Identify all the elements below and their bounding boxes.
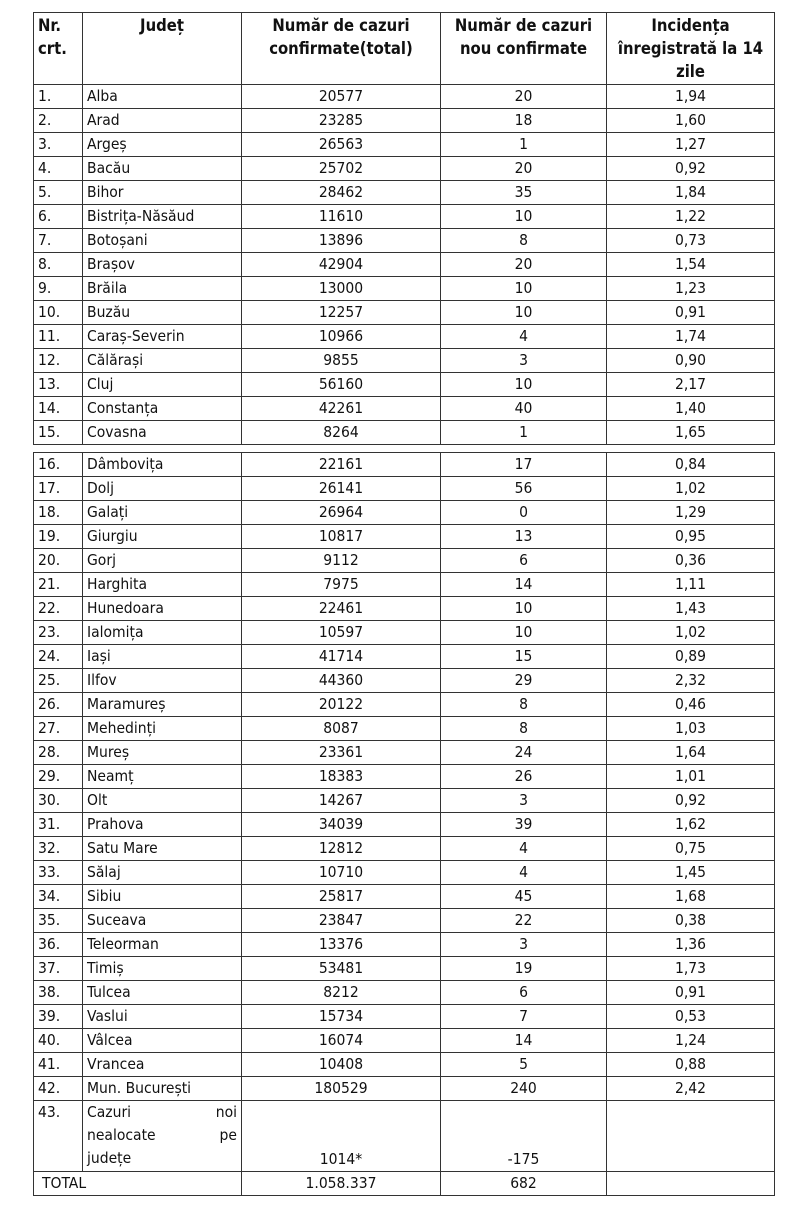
row-new-cases: -175 [441, 1101, 607, 1172]
table-row [34, 789, 775, 813]
total-label: TOTAL [34, 1172, 242, 1196]
row-incidence: 2,42 [607, 1077, 775, 1101]
row-incidence: 1,01 [607, 765, 775, 789]
table-row [34, 229, 775, 253]
row-incidence: 1,22 [607, 205, 775, 229]
row-name: Caraș-Severin [83, 325, 242, 349]
header-total-cases: Număr de cazuri confirmate(total) [242, 13, 441, 85]
row-nr: 19. [34, 525, 83, 549]
row-total-cases: 26141 [242, 477, 441, 501]
row-incidence: 0,73 [607, 229, 775, 253]
table-row [34, 477, 775, 501]
row-new-cases: 14 [441, 1029, 607, 1053]
row-name: Dolj [83, 477, 242, 501]
row-name: Mureș [83, 741, 242, 765]
row-total-cases: 13376 [242, 933, 441, 957]
row-name: Satu Mare [83, 837, 242, 861]
row-incidence: 1,36 [607, 933, 775, 957]
row-nr: 5. [34, 181, 83, 205]
row-incidence: 0,89 [607, 645, 775, 669]
table-row [34, 573, 775, 597]
row-incidence: 0,92 [607, 789, 775, 813]
row-nr: 29. [34, 765, 83, 789]
row-total-cases: 25817 [242, 885, 441, 909]
row-nr: 25. [34, 669, 83, 693]
row-total-cases: 53481 [242, 957, 441, 981]
row-nr: 8. [34, 253, 83, 277]
row-name: Vaslui [83, 1005, 242, 1029]
row-nr: 30. [34, 789, 83, 813]
row-nr: 37. [34, 957, 83, 981]
row-incidence: 1,74 [607, 325, 775, 349]
row-incidence: 1,27 [607, 133, 775, 157]
row-name: Buzău [83, 301, 242, 325]
row-incidence: 1,73 [607, 957, 775, 981]
row-incidence: 1,03 [607, 717, 775, 741]
row-incidence: 1,68 [607, 885, 775, 909]
row-nr: 42. [34, 1077, 83, 1101]
table-row [34, 549, 775, 573]
table-row [34, 645, 775, 669]
row-new-cases: 3 [441, 933, 607, 957]
row-incidence: 2,32 [607, 669, 775, 693]
row-nr: 21. [34, 573, 83, 597]
row-total-cases: 180529 [242, 1077, 441, 1101]
row-name: Dâmbovița [83, 453, 242, 477]
table-row [34, 693, 775, 717]
table-row [34, 885, 775, 909]
row-total-cases: 14267 [242, 789, 441, 813]
row-total-cases: 34039 [242, 813, 441, 837]
row-incidence: 1,24 [607, 1029, 775, 1053]
header-incidence: Incidența înregistrată la 14 zile [607, 13, 775, 85]
row-total-cases: 10710 [242, 861, 441, 885]
row-incidence: 0,84 [607, 453, 775, 477]
row-total-cases: 8087 [242, 717, 441, 741]
table-row [34, 1029, 775, 1053]
row-nr: 23. [34, 621, 83, 645]
row-total-cases: 9855 [242, 349, 441, 373]
header-judet: Județ [83, 13, 242, 85]
table-row [34, 133, 775, 157]
row-name: Ilfov [83, 669, 242, 693]
row-name: Iași [83, 645, 242, 669]
row-name: Maramureș [83, 693, 242, 717]
row-new-cases: 24 [441, 741, 607, 765]
name-line-3: județe [87, 1149, 132, 1167]
row-incidence: 0,91 [607, 301, 775, 325]
row-name: Vrancea [83, 1053, 242, 1077]
row-name: Vâlcea [83, 1029, 242, 1053]
table-row [34, 1005, 775, 1029]
row-name: Botoșani [83, 229, 242, 253]
row-incidence: 0,75 [607, 837, 775, 861]
row-new-cases: 4 [441, 837, 607, 861]
row-total-cases: 23285 [242, 109, 441, 133]
row-nr: 13. [34, 373, 83, 397]
row-nr: 3. [34, 133, 83, 157]
row-incidence [607, 1101, 775, 1172]
row-incidence: 1,43 [607, 597, 775, 621]
row-total-cases: 25702 [242, 157, 441, 181]
row-incidence: 0,90 [607, 349, 775, 373]
row-nr: 2. [34, 109, 83, 133]
row-nr: 9. [34, 277, 83, 301]
row-name: Constanța [83, 397, 242, 421]
row-total-cases: 10597 [242, 621, 441, 645]
header-nr: Nr. crt. [34, 13, 83, 85]
total-row [34, 1172, 775, 1196]
row-new-cases: 29 [441, 669, 607, 693]
table-row [34, 157, 775, 181]
row-new-cases: 10 [441, 621, 607, 645]
row-name: Brașov [83, 253, 242, 277]
table-row [34, 325, 775, 349]
row-nr: 28. [34, 741, 83, 765]
row-incidence: 0,38 [607, 909, 775, 933]
row-name [83, 1101, 242, 1172]
row-incidence: 1,45 [607, 861, 775, 885]
row-incidence: 1,11 [607, 573, 775, 597]
row-nr: 16. [34, 453, 83, 477]
row-nr: 27. [34, 717, 83, 741]
row-total-cases: 22461 [242, 597, 441, 621]
row-total-cases: 13000 [242, 277, 441, 301]
header-new-cases: Număr de cazuri nou confirmate [441, 13, 607, 85]
row-name: Bistrița-Năsăud [83, 205, 242, 229]
row-new-cases: 20 [441, 157, 607, 181]
row-nr: 10. [34, 301, 83, 325]
table-row [34, 421, 775, 445]
name-line-1: Cazuri noi [87, 1103, 237, 1121]
row-new-cases: 4 [441, 325, 607, 349]
name-line-2: nealocate pe [87, 1126, 237, 1144]
row-total-cases: 23847 [242, 909, 441, 933]
table-row [34, 525, 775, 549]
row-name: Prahova [83, 813, 242, 837]
total-cases: 1.058.337 [242, 1172, 441, 1196]
row-total-cases: 13896 [242, 229, 441, 253]
row-nr: 43. [34, 1101, 83, 1172]
row-new-cases: 5 [441, 1053, 607, 1077]
row-name: Brăila [83, 277, 242, 301]
row-new-cases: 20 [441, 253, 607, 277]
row-nr: 35. [34, 909, 83, 933]
row-new-cases: 3 [441, 349, 607, 373]
row-nr: 34. [34, 885, 83, 909]
row-incidence: 1,40 [607, 397, 775, 421]
total-incidence [607, 1172, 775, 1196]
table-row [34, 109, 775, 133]
row-name: Sibiu [83, 885, 242, 909]
row-nr: 39. [34, 1005, 83, 1029]
row-new-cases: 14 [441, 573, 607, 597]
table-row [34, 717, 775, 741]
row-new-cases: 13 [441, 525, 607, 549]
row-nr: 24. [34, 645, 83, 669]
row-name: Ialomița [83, 621, 242, 645]
row-incidence: 0,95 [607, 525, 775, 549]
table-row [34, 933, 775, 957]
row-total-cases: 20577 [242, 85, 441, 109]
row-incidence: 1,64 [607, 741, 775, 765]
row-name: Alba [83, 85, 242, 109]
row-total-cases: 56160 [242, 373, 441, 397]
row-nr: 17. [34, 477, 83, 501]
row-new-cases: 35 [441, 181, 607, 205]
row-nr: 33. [34, 861, 83, 885]
row-nr: 41. [34, 1053, 83, 1077]
row-new-cases: 19 [441, 957, 607, 981]
row-total-cases: 10966 [242, 325, 441, 349]
table-row [34, 813, 775, 837]
row-nr: 14. [34, 397, 83, 421]
row-total-cases: 12812 [242, 837, 441, 861]
row-name: Gorj [83, 549, 242, 573]
row-name: Neamț [83, 765, 242, 789]
row-new-cases: 22 [441, 909, 607, 933]
table-row [34, 621, 775, 645]
row-name: Cluj [83, 373, 242, 397]
table-row [34, 205, 775, 229]
row-total-cases: 42904 [242, 253, 441, 277]
row-incidence: 0,92 [607, 157, 775, 181]
row-nr: 7. [34, 229, 83, 253]
row-new-cases: 6 [441, 549, 607, 573]
row-new-cases: 8 [441, 717, 607, 741]
row-name: Suceava [83, 909, 242, 933]
row-nr: 32. [34, 837, 83, 861]
header-row [34, 13, 775, 85]
row-total-cases: 23361 [242, 741, 441, 765]
row-name: Covasna [83, 421, 242, 445]
row-incidence: 1,29 [607, 501, 775, 525]
row-incidence: 1,94 [607, 85, 775, 109]
row-name: Bihor [83, 181, 242, 205]
table-row [34, 1077, 775, 1101]
row-incidence: 1,65 [607, 421, 775, 445]
table-row [34, 373, 775, 397]
row-name: Olt [83, 789, 242, 813]
row-total-cases: 20122 [242, 693, 441, 717]
covid-table-part2 [33, 452, 775, 1196]
table-row [34, 253, 775, 277]
row-incidence: 1,54 [607, 253, 775, 277]
row-incidence: 2,17 [607, 373, 775, 397]
row-new-cases: 10 [441, 597, 607, 621]
row-total-cases: 22161 [242, 453, 441, 477]
row-nr: 36. [34, 933, 83, 957]
row-total-cases: 26964 [242, 501, 441, 525]
row-new-cases: 20 [441, 85, 607, 109]
table-row [34, 909, 775, 933]
row-nr: 40. [34, 1029, 83, 1053]
row-name: Mun. București [83, 1077, 242, 1101]
row-incidence: 0,46 [607, 693, 775, 717]
table-row [34, 861, 775, 885]
row-new-cases: 10 [441, 277, 607, 301]
row-new-cases: 15 [441, 645, 607, 669]
row-total-cases: 7975 [242, 573, 441, 597]
row-new-cases: 40 [441, 397, 607, 421]
row-name: Mehedinți [83, 717, 242, 741]
row-new-cases: 39 [441, 813, 607, 837]
row-total-cases: 18383 [242, 765, 441, 789]
row-new-cases: 56 [441, 477, 607, 501]
row-name: Galați [83, 501, 242, 525]
row-total-cases: 16074 [242, 1029, 441, 1053]
row-name: Hunedoara [83, 597, 242, 621]
table-row [34, 837, 775, 861]
table-row [34, 597, 775, 621]
table-row [34, 669, 775, 693]
row-incidence: 1,02 [607, 477, 775, 501]
table-row [34, 277, 775, 301]
table-row [34, 301, 775, 325]
row-incidence: 1,02 [607, 621, 775, 645]
row-nr: 22. [34, 597, 83, 621]
row-new-cases: 4 [441, 861, 607, 885]
row-incidence: 0,36 [607, 549, 775, 573]
table-row [34, 981, 775, 1005]
row-nr: 12. [34, 349, 83, 373]
table-row [34, 397, 775, 421]
row-nr: 31. [34, 813, 83, 837]
row-incidence: 0,53 [607, 1005, 775, 1029]
row-name: Călărași [83, 349, 242, 373]
row-new-cases: 10 [441, 205, 607, 229]
row-total-cases: 8264 [242, 421, 441, 445]
table-row [34, 765, 775, 789]
row-nr: 1. [34, 85, 83, 109]
row-new-cases: 10 [441, 301, 607, 325]
row-name: Timiș [83, 957, 242, 981]
covid-table-part1 [33, 12, 775, 445]
row-total-cases: 42261 [242, 397, 441, 421]
row-incidence: 0,88 [607, 1053, 775, 1077]
row-new-cases: 18 [441, 109, 607, 133]
row-incidence: 1,84 [607, 181, 775, 205]
row-name: Giurgiu [83, 525, 242, 549]
row-new-cases: 10 [441, 373, 607, 397]
row-nr: 26. [34, 693, 83, 717]
row-new-cases: 1 [441, 133, 607, 157]
row-total-cases: 8212 [242, 981, 441, 1005]
row-total-cases: 9112 [242, 549, 441, 573]
row-total-cases: 26563 [242, 133, 441, 157]
table-row [34, 501, 775, 525]
row-new-cases: 1 [441, 421, 607, 445]
row-name: Teleorman [83, 933, 242, 957]
row-new-cases: 8 [441, 229, 607, 253]
row-new-cases: 8 [441, 693, 607, 717]
row-nr: 4. [34, 157, 83, 181]
total-new-cases: 682 [441, 1172, 607, 1196]
row-total-cases: 41714 [242, 645, 441, 669]
row-incidence: 1,62 [607, 813, 775, 837]
table-row [34, 1053, 775, 1077]
row-name: Harghita [83, 573, 242, 597]
row-name: Bacău [83, 157, 242, 181]
row-nr: 20. [34, 549, 83, 573]
row-total-cases: 15734 [242, 1005, 441, 1029]
table-row [34, 85, 775, 109]
table-row [34, 957, 775, 981]
row-total-cases: 11610 [242, 205, 441, 229]
row-name: Argeș [83, 133, 242, 157]
row-incidence: 0,91 [607, 981, 775, 1005]
row-total-cases: 28462 [242, 181, 441, 205]
table-row [34, 453, 775, 477]
row-nr: 6. [34, 205, 83, 229]
row-incidence: 1,60 [607, 109, 775, 133]
row-name: Arad [83, 109, 242, 133]
row-new-cases: 3 [441, 789, 607, 813]
row-new-cases: 45 [441, 885, 607, 909]
row-total-cases: 10817 [242, 525, 441, 549]
row-nr: 15. [34, 421, 83, 445]
unallocated-row [34, 1101, 775, 1172]
row-incidence: 1,23 [607, 277, 775, 301]
row-name: Sălaj [83, 861, 242, 885]
row-nr: 18. [34, 501, 83, 525]
row-total-cases: 10408 [242, 1053, 441, 1077]
row-nr: 11. [34, 325, 83, 349]
row-new-cases: 6 [441, 981, 607, 1005]
row-new-cases: 7 [441, 1005, 607, 1029]
table-row [34, 741, 775, 765]
table-row [34, 181, 775, 205]
row-total-cases: 1014* [242, 1101, 441, 1172]
row-nr: 38. [34, 981, 83, 1005]
row-total-cases: 12257 [242, 301, 441, 325]
table-row [34, 349, 775, 373]
row-new-cases: 0 [441, 501, 607, 525]
row-total-cases: 44360 [242, 669, 441, 693]
row-new-cases: 240 [441, 1077, 607, 1101]
row-new-cases: 17 [441, 453, 607, 477]
row-new-cases: 26 [441, 765, 607, 789]
row-name: Tulcea [83, 981, 242, 1005]
